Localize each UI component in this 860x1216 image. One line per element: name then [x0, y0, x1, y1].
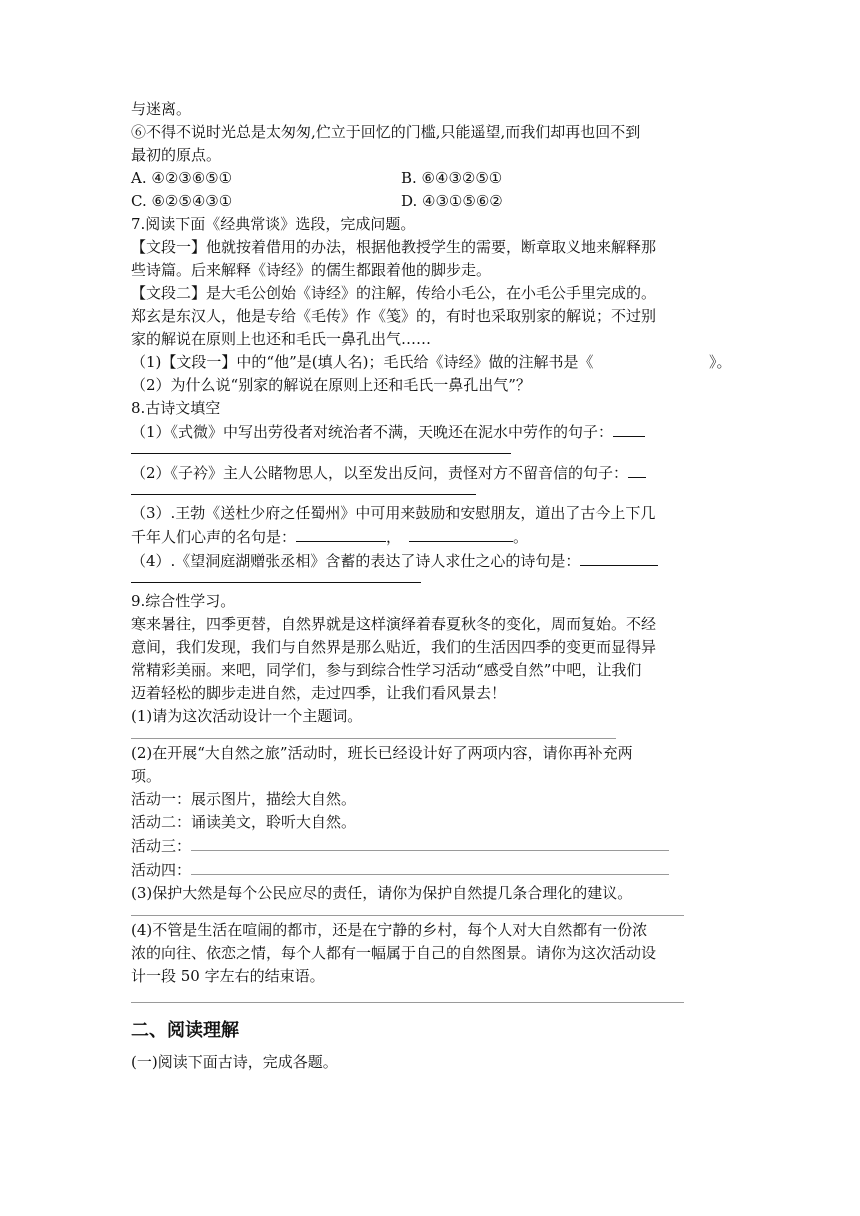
answer-blank[interactable] [296, 525, 386, 542]
q9-activity-4 [131, 858, 731, 882]
answer-blank[interactable] [580, 549, 658, 566]
q9-sub2-line1: (2)在开展“大自然之旅”活动时，班长已经设计好了两项内容，请你再补充两 [131, 744, 633, 762]
q7-passage-line: 郑玄是东汉人，他是专给《毛传》作《笺》的，有时也采取别家的解说；不过别 [131, 307, 657, 325]
answer-blank[interactable] [191, 834, 669, 851]
q8-s3-line2 [131, 525, 731, 549]
option-a[interactable]: A. ④②③⑥⑤① [131, 169, 233, 187]
q8-s3-end: 。 [513, 528, 529, 546]
activity-4-label: 活动四： [131, 861, 192, 879]
q8-s2-text: （2）《子衿》主人公睹物思人，以至发出反问，责怪对方不留音信的句子： [131, 464, 629, 482]
q8-s3-line1: （3）.王勃《送杜少府之任蜀州》中可用来鼓励和安慰朋友，道出了古今上下几 [131, 504, 656, 522]
q9-activity-2: 活动二：诵读美文，聆听大自然。 [131, 813, 357, 831]
q9-intro-line: 寒来暑往，四季更替，自然界就是这样演绎着春夏秋冬的变化，周而复始。不经 [131, 615, 657, 633]
option-d[interactable]: D. ④③①⑤⑥② [401, 192, 503, 210]
q9-sub4-line: 计一段 50 字左右的结束语。 [131, 967, 325, 985]
q9-activity-1: 活动一：展示图片，描绘大自然。 [131, 790, 357, 808]
activity-3-label: 活动三： [131, 837, 192, 855]
q8-s4 [131, 549, 731, 573]
section-subheading: (一)阅读下面古诗，完成各题。 [131, 1053, 338, 1071]
q8-s4-text: （4）.《望洞庭湖赠张丞相》含蓄的表达了诗人求仕之心的诗句是： [131, 552, 581, 570]
q9-sub1: (1)请为这次活动设计一个主题词。 [131, 707, 363, 725]
q9-intro-line: 常精彩美丽。来吧，同学们，参与到综合性学习活动“感受自然”中吧，让我们 [131, 661, 642, 679]
answer-blank[interactable] [409, 525, 513, 542]
q9-intro-line: 意间，我们发现，我们与自然界是那么贴近，我们的生活因四季的变更而显得异 [131, 638, 657, 656]
q7-passage-line: 【文段一】他就按着借用的办法，根据他教授学生的需要，断章取义地来解释那 [131, 238, 657, 256]
option-b[interactable]: B. ⑥④③②⑤① [401, 169, 503, 187]
q7-sub1 [131, 351, 731, 374]
q6-option-row [131, 190, 731, 213]
q7-title: 7.阅读下面《经典常谈》选段，完成问题。 [131, 215, 416, 233]
q9-activity-3 [131, 834, 731, 858]
q9-sub3: (3)保护大然是每个公民应尽的责任，请你为保护自然提几条合理化的建议。 [131, 884, 633, 902]
q9-sub2-line2: 项。 [131, 767, 162, 785]
q6-text-line: 与迷离。 [131, 100, 192, 118]
q8-s2 [131, 461, 731, 485]
q6-text-line: ⑥不得不说时光总是太匆匆,伫立于回忆的门槛,只能遥望,而我们却再也回不到 [131, 123, 641, 141]
q8-s1-text: （1）《式微》中写出劳役者对统治者不满，天晚还在泥水中劳作的句子： [131, 423, 614, 441]
q7-sub2: （2）为什么说“别家的解说在原则上还和毛氏一鼻孔出气”？ [131, 376, 531, 394]
q9-sub4-line: 浓的向往、依恋之情，每个人都有一幅属于自己的自然图景。请你为这次活动设 [131, 944, 657, 962]
option-c[interactable]: C. ⑥②⑤④③① [131, 192, 233, 210]
answer-line[interactable] [131, 1002, 684, 1003]
q8-s3-text: 千年人们心声的名句是： [131, 528, 297, 546]
q8-s3-sep: ， [386, 528, 402, 546]
q9-intro-line: 迈着轻松的脚步走进自然，走过四季，让我们看风景去！ [131, 684, 507, 702]
answer-blank[interactable] [191, 858, 669, 875]
q7-sub1-text: （1)【文段一】中的“他”是(填人名)；毛氏给《诗经》做的注解书是《 [131, 353, 594, 371]
q7-passage-line: 【文段二】是大毛公创始《诗经》的注解，传给小毛公，在小毛公手里完成的。 [131, 284, 657, 302]
q7-passage-line: 些诗篇。后来解释《诗经》的儒生都跟着他的脚步走。 [131, 261, 492, 279]
q9-title: 9.综合性学习。 [131, 592, 236, 610]
worksheet-page [131, 98, 731, 1074]
q8-s1 [131, 420, 731, 444]
q7-passage-line: 家的解说在原则上也还和毛氏一鼻孔出气…… [131, 330, 432, 348]
q8-title: 8.古诗文填空 [131, 399, 221, 417]
q9-sub4-line: (4)不管是生活在喧闹的都市，还是在宁静的乡村，每个人对大自然都有一份浓 [131, 921, 648, 939]
q6-option-row [131, 167, 731, 190]
q7-sub1-close: 》。 [709, 353, 732, 371]
answer-blank[interactable] [613, 420, 645, 437]
answer-blank[interactable] [628, 461, 646, 478]
q6-text-line: 最初的原点。 [131, 146, 222, 164]
section-heading: 二、阅读理解 [131, 1020, 239, 1041]
